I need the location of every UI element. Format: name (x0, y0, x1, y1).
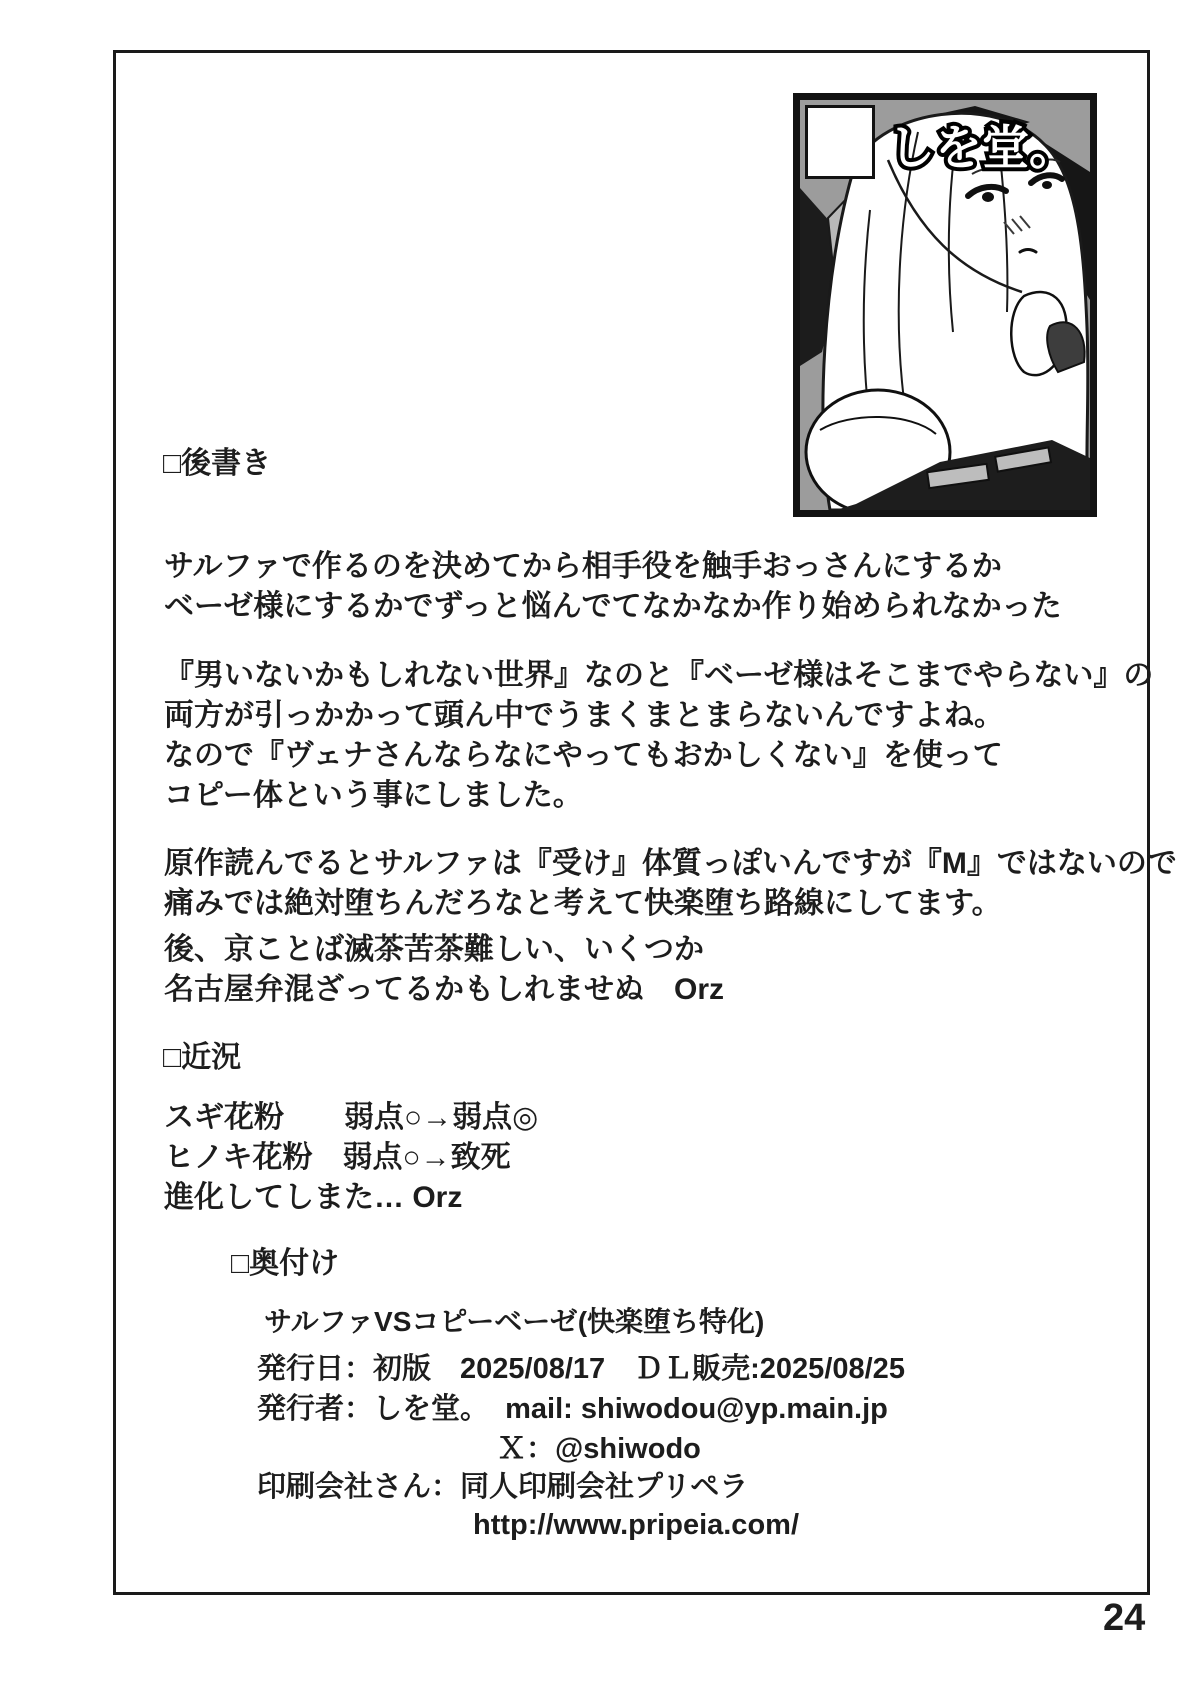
afterword-p1-line1: サルファで作るのを決めてから相手役を触手おっさんにするか (164, 550, 1002, 583)
status-heading: □近況 (163, 1041, 242, 1074)
afterword-p2-line3: なので『ヴェナさんならなにやってもおかしくない』を使って (164, 739, 1003, 772)
brand-label: しを堂。 (888, 121, 1076, 174)
afterword-p3-line2: 痛みでは絶対堕ちんだろなと考えて快楽堕ち路線にしてます。 (164, 887, 1002, 920)
page-number: 24 (1103, 1597, 1146, 1639)
afterword-p4-line1: 後、京ことば滅茶苦茶難しい、いくつか (164, 933, 704, 966)
circle-logo-illustration-box (793, 93, 1097, 517)
afterword-heading: □後書き (163, 447, 272, 480)
printer-url: http://www.pripeia.com/ (473, 1509, 799, 1541)
x-account-line: Ｘ：@shiwodo (497, 1433, 701, 1465)
afterword-p3-line1: 原作読んでるとサルファは『受け』体質っぽいんですが『M』ではないので (164, 847, 1177, 880)
status-line-sugi: スギ花粉 弱点○→弱点◎ (164, 1101, 539, 1134)
circle-brand-text (886, 108, 1092, 186)
afterword-p4-line2: 名古屋弁混ざってるかもしれませぬ Orz (164, 973, 725, 1006)
status-line-evolved: 進化してしまた… Orz (164, 1181, 463, 1214)
publisher-line: 発行者：しを堂。 mail: shiwodou@yp.main.jp (257, 1393, 888, 1425)
publication-date-line: 発行日：初版 2025/08/17 ＤＬ販売:2025/08/25 (257, 1353, 905, 1385)
afterword-p2-line4: コピー体という事にしました。 (164, 779, 583, 812)
afterword-p2-line1: 『男いないかもしれない世界』なのと『ベーゼ様はそこまでやらない』の (164, 659, 1154, 692)
printer-line: 印刷会社さん：同人印刷会社プリペラ (257, 1471, 749, 1503)
afterword-p1-line2: ベーゼ様にするかでずっと悩んでてなかなか作り始められなかった (164, 590, 1062, 623)
afterword-p2-line2: 両方が引っかかって頭ん中でうまくまとまらないんですよね。 (164, 699, 1004, 732)
status-line-hinoki: ヒノキ花粉 弱点○→致死 (164, 1141, 511, 1174)
colophon-heading: □奥付け (231, 1247, 340, 1280)
book-title: サルファVSコピーベーゼ(快楽堕ち特化) (264, 1306, 765, 1337)
blank-logo-square (805, 105, 875, 179)
